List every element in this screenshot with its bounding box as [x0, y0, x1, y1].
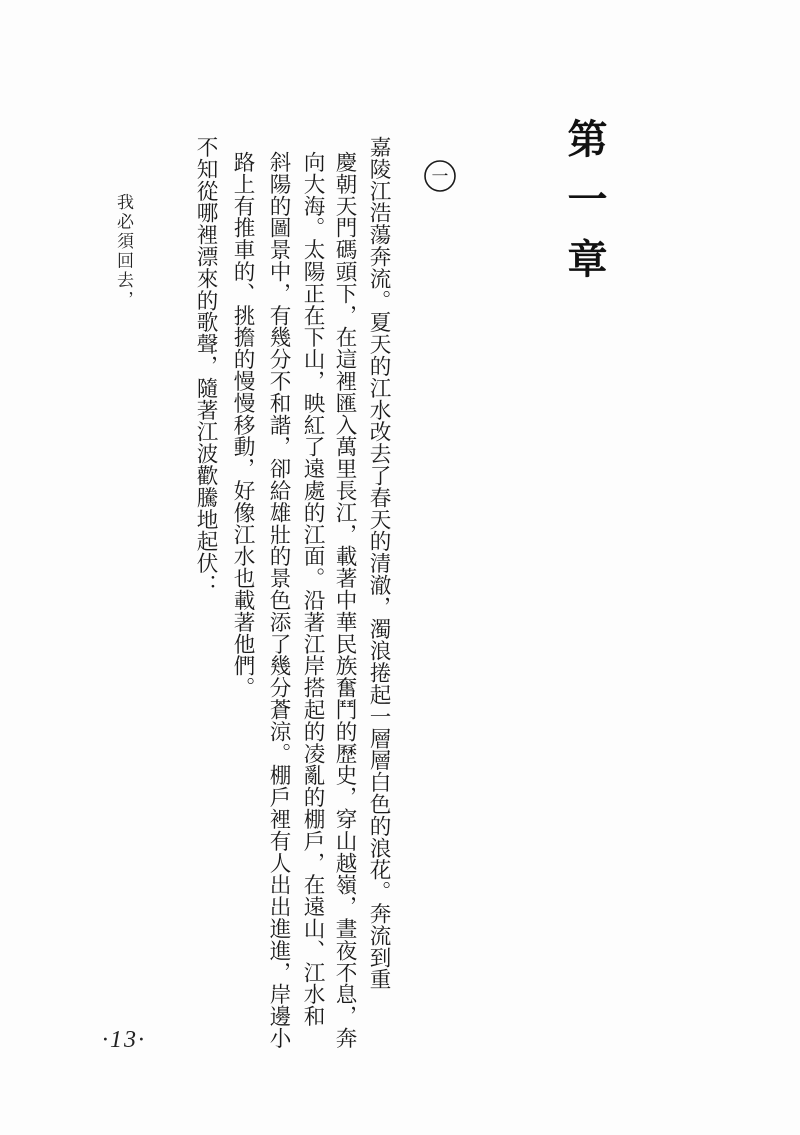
paragraph-column-2: 慶朝天門碼頭下，在這裡匯入萬里長江，載著中華民族奮鬥的歷史，穿山越嶺，晝夜不息，奔	[332, 151, 357, 1049]
page-number: ·13·	[102, 1027, 146, 1053]
paragraph-column-6: 不知從哪裡漂來的歌聲，隨著江波歡騰地起伏：	[193, 136, 218, 596]
chapter-title: 第一章	[561, 118, 608, 298]
paragraph-column-3: 向大海。太陽正在下山，映紅了遠處的江面。沿著江岸搭起的凌亂的棚戶，在遠山、江水和	[300, 151, 325, 1027]
paragraph-column-5: 路上有推車的、挑擔的慢慢移動，好像江水也載著他們。	[230, 151, 255, 699]
section-number-badge	[423, 159, 457, 193]
section-number-text: 一	[431, 167, 449, 187]
section-circle-icon	[423, 159, 457, 193]
song-verse-line: 我必須回去，	[113, 193, 133, 310]
paragraph-column-4: 斜陽的圖景中，有幾分不和諧，卻給雄壯的景色添了幾分蒼涼。棚戶裡有人出出進進，岸邊小	[266, 151, 291, 1049]
paragraph-column-1: 嘉陵江浩蕩奔流。夏天的江水改去了春天的清澈，濁浪捲起一層層白色的浪花。奔流到重	[366, 136, 391, 991]
